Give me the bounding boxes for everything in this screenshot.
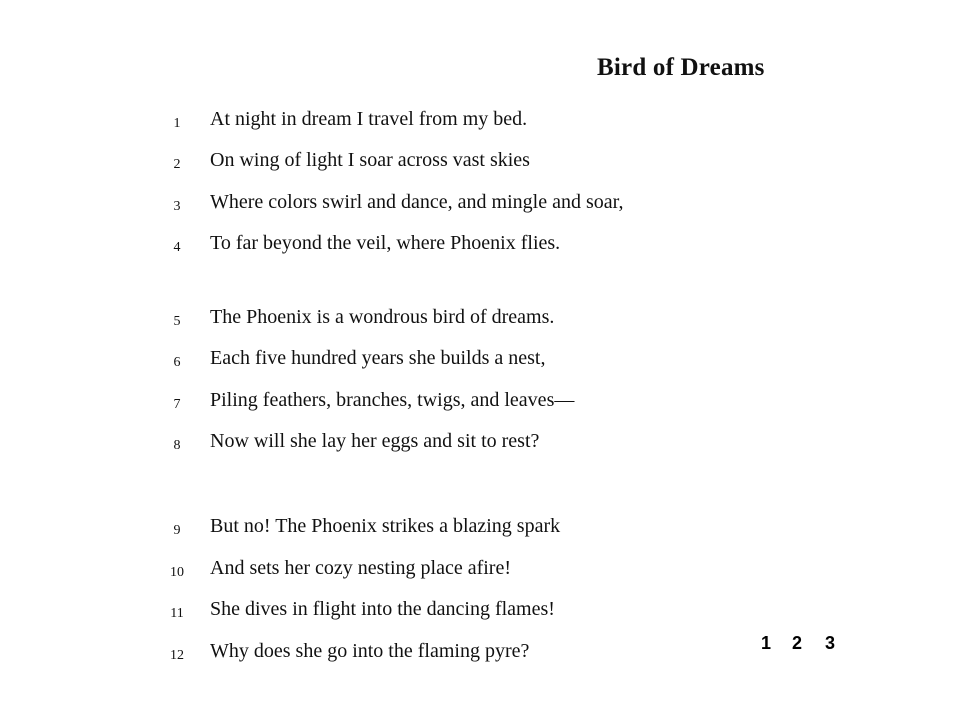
line-text: Why does she go into the flaming pyre? xyxy=(210,640,530,662)
line-text: On wing of light I soar across vast skies xyxy=(210,149,530,171)
line-text: But no! The Phoenix strikes a blazing spark xyxy=(210,515,561,537)
line-number: 4 xyxy=(173,240,181,255)
poem-line xyxy=(0,191,760,221)
line-number: 8 xyxy=(173,438,181,453)
line-number: 11 xyxy=(170,606,184,621)
pager-item-1[interactable]: 1 xyxy=(761,633,772,653)
poem-title: Bird of Dreams xyxy=(597,54,765,81)
poem-line xyxy=(0,149,760,179)
line-text: Piling feathers, branches, twigs, and leaves— xyxy=(210,389,575,411)
poem-line xyxy=(0,347,760,377)
poem-line xyxy=(0,108,760,138)
line-text: Where colors swirl and dance, and mingle and soar, xyxy=(210,191,624,213)
line-number: 9 xyxy=(173,523,181,538)
poem-line xyxy=(0,232,760,262)
poem-line xyxy=(0,430,760,460)
poem-line xyxy=(0,557,760,587)
line-number: 10 xyxy=(170,565,184,580)
poem-line xyxy=(0,306,760,336)
line-text: To far beyond the veil, where Phoenix flies. xyxy=(210,232,561,254)
line-text: At night in dream I travel from my bed. xyxy=(210,108,528,130)
poem-line xyxy=(0,389,760,419)
line-number: 5 xyxy=(173,314,181,329)
line-text: Now will she lay her eggs and sit to rest? xyxy=(210,430,540,452)
line-number: 12 xyxy=(170,648,184,663)
poem-line xyxy=(0,640,760,670)
pager-item-3[interactable]: 3 xyxy=(825,633,836,653)
pager-item-2[interactable]: 2 xyxy=(792,633,803,653)
poem-line xyxy=(0,515,760,545)
line-text: She dives in flight into the dancing flames! xyxy=(210,598,555,620)
line-text: The Phoenix is a wondrous bird of dreams. xyxy=(210,306,555,328)
line-text: Each five hundred years she builds a nest, xyxy=(210,347,546,369)
poem-line xyxy=(0,598,760,628)
line-text: And sets her cozy nesting place afire! xyxy=(210,557,511,579)
line-number: 6 xyxy=(173,355,181,370)
line-number: 1 xyxy=(173,116,181,131)
line-number: 7 xyxy=(173,397,181,412)
line-number: 3 xyxy=(173,199,181,214)
line-number: 2 xyxy=(173,157,181,172)
